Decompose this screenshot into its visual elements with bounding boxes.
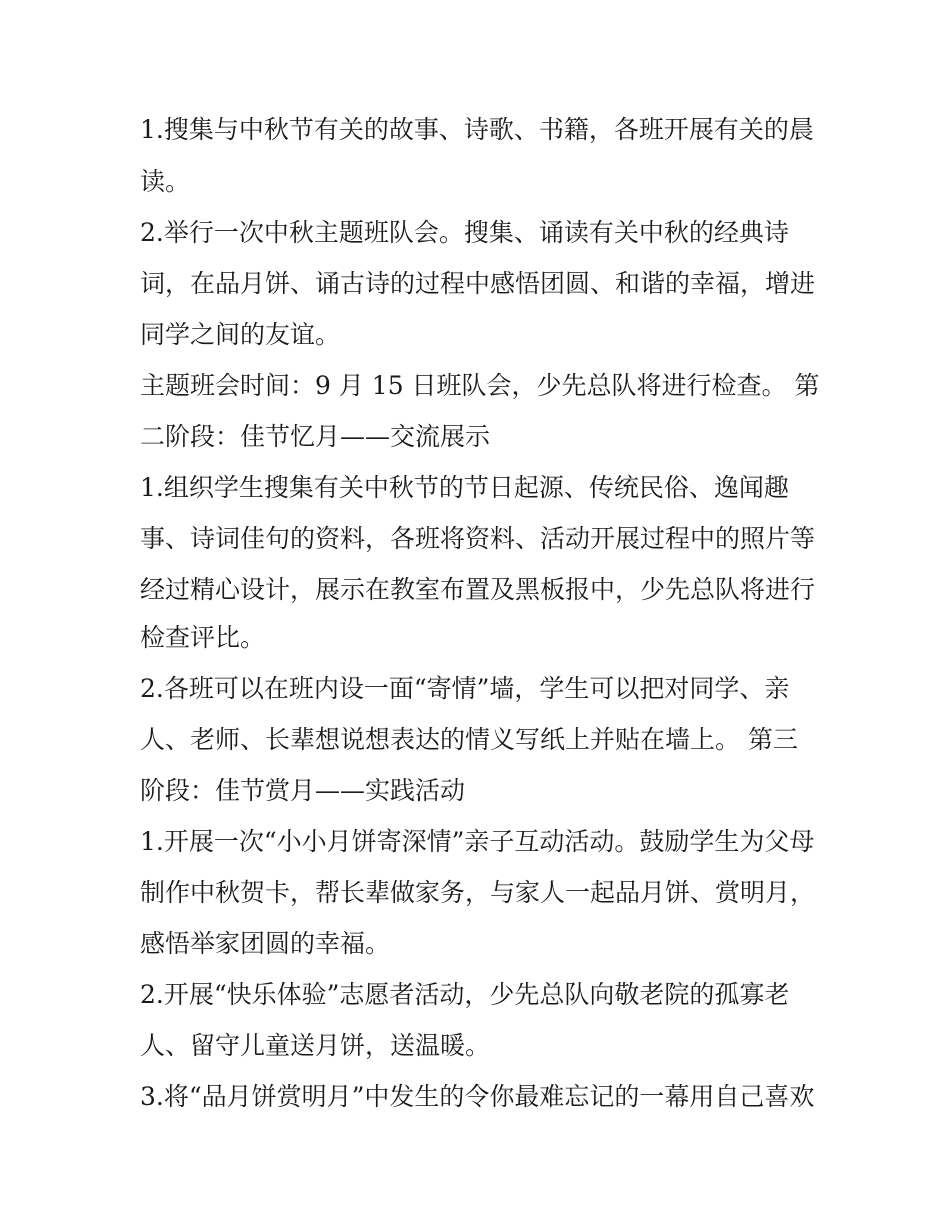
text-line: 2.举行一次中秋主题班队会。搜集、诵读有关中秋的经典诗 xyxy=(140,218,789,247)
text-line: 同学之间的友谊。 xyxy=(140,320,341,349)
text-line: 阶段：佳节赏月——实践活动 xyxy=(140,776,466,805)
text-line: 事、诗词佳句的资料，各班将资料、活动开展过程中的照片等 xyxy=(140,524,816,553)
text-line: 1.开展一次“小小月饼寄深情”亲子互动活动。鼓励学生为父母 xyxy=(140,827,815,856)
text-line: 3.将“品月饼赏明月”中发生的令你最难忘记的一幕用自己喜欢 xyxy=(140,1082,815,1111)
text-line: 词，在品月饼、诵古诗的过程中感悟团圆、和谐的幸福，增进 xyxy=(140,269,816,298)
text-line: 人、留守儿童送月饼，送温暖。 xyxy=(140,1031,491,1060)
text-line: 制作中秋贺卡，帮长辈做家务，与家人一起品月饼、赏明月， xyxy=(140,878,816,907)
text-line: 主题班会时间：9 月 15 日班队会，少先总队将进行检查。 第 xyxy=(140,371,820,400)
text-line: 经过精心设计，展示在教室布置及黑板报中，少先总队将进行 xyxy=(140,575,816,604)
text-line: 1.组织学生搜集有关中秋节的节日起源、传统民俗、逸闻趣 xyxy=(140,473,789,502)
text-line: 感悟举家团圆的幸福。 xyxy=(140,929,391,958)
text-line: 1.搜集与中秋节有关的故事、诗歌、书籍，各班开展有关的晨 xyxy=(140,115,814,144)
text-line: 2.开展“快乐体验”志愿者活动，少先总队向敬老院的孤寡老 xyxy=(140,980,790,1009)
text-line: 检查评比。 xyxy=(140,623,266,652)
text-line: 2.各班可以在班内设一面“寄情”墙，学生可以把对同学、亲 xyxy=(140,674,790,703)
text-line: 人、老师、长辈想说想表达的情义写纸上并贴在墙上。 第三 xyxy=(140,725,798,754)
text-line: 二阶段：佳节忆月——交流展示 xyxy=(140,422,491,451)
text-line: 读。 xyxy=(140,167,191,196)
